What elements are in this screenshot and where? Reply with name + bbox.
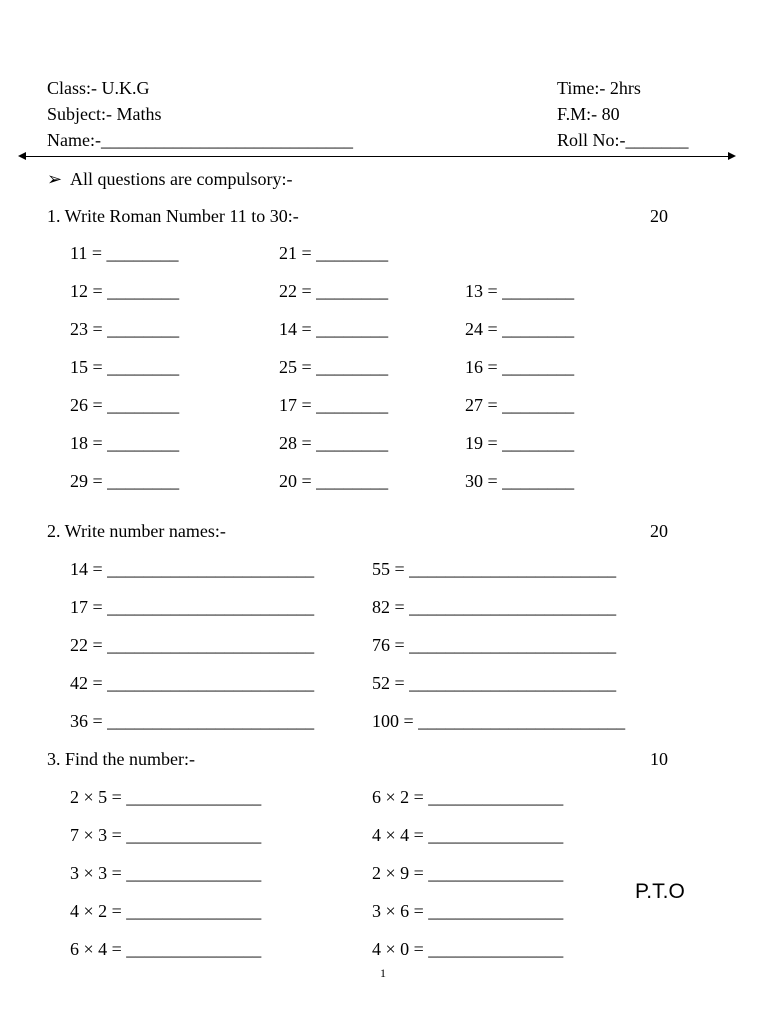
q3-item: 3 × 6 = _______________	[372, 901, 564, 921]
q1-item: 21 = ________	[279, 243, 389, 263]
q1-item: 14 = ________	[279, 319, 389, 339]
q3-item: 4 × 0 = _______________	[372, 939, 564, 959]
q1-item: 26 = ________	[70, 395, 180, 415]
arrow-left-icon	[18, 152, 26, 160]
q1-item: 24 = ________	[465, 319, 575, 339]
q3-title: 3. Find the number:-	[47, 749, 195, 769]
q2-item: 36 = _______________________	[70, 711, 315, 731]
q1-item: 22 = ________	[279, 281, 389, 301]
q1-item: 18 = ________	[70, 433, 180, 453]
page-number: 1	[380, 966, 386, 980]
q2-item: 14 = _______________________	[70, 559, 315, 579]
q1-item: 28 = ________	[279, 433, 389, 453]
q1-item: 30 = ________	[465, 471, 575, 491]
q2-item: 52 = _______________________	[372, 673, 617, 693]
name-label: Name:-____________________________	[47, 130, 353, 150]
class-label: Class:- U.K.G	[47, 78, 150, 98]
q2-title: 2. Write number names:-	[47, 521, 226, 541]
q3-item: 4 × 4 = _______________	[372, 825, 564, 845]
q1-item: 19 = ________	[465, 433, 575, 453]
q1-item: 25 = ________	[279, 357, 389, 377]
q1-item: 11 = ________	[70, 243, 179, 263]
instruction-text: All questions are compulsory:-	[70, 169, 293, 189]
q3-item: 6 × 4 = _______________	[70, 939, 262, 959]
q1-item: 29 = ________	[70, 471, 180, 491]
q1-title: 1. Write Roman Number 11 to 30:-	[47, 206, 299, 226]
q3-item: 4 × 2 = _______________	[70, 901, 262, 921]
q2-marks: 20	[650, 521, 668, 541]
q3-item: 6 × 2 = _______________	[372, 787, 564, 807]
q3-item: 7 × 3 = _______________	[70, 825, 262, 845]
q3-marks: 10	[650, 749, 668, 769]
q1-item: 17 = ________	[279, 395, 389, 415]
q2-item: 76 = _______________________	[372, 635, 617, 655]
q2-item: 55 = _______________________	[372, 559, 617, 579]
q2-item: 17 = _______________________	[70, 597, 315, 617]
q3-item: 3 × 3 = _______________	[70, 863, 262, 883]
q2-item: 22 = _______________________	[70, 635, 315, 655]
q1-item: 27 = ________	[465, 395, 575, 415]
q1-item: 23 = ________	[70, 319, 180, 339]
subject-label: Subject:- Maths	[47, 104, 162, 124]
q2-item: 42 = _______________________	[70, 673, 315, 693]
header-divider	[22, 156, 734, 157]
q1-marks: 20	[650, 206, 668, 226]
q2-item: 82 = _______________________	[372, 597, 617, 617]
pto-label: P.T.O	[635, 880, 685, 903]
q1-item: 15 = ________	[70, 357, 180, 377]
q1-item: 12 = ________	[70, 281, 180, 301]
arrow-right-icon	[728, 152, 736, 160]
bullet-arrow-icon: ➢	[47, 169, 63, 189]
q1-item: 16 = ________	[465, 357, 575, 377]
q3-item: 2 × 9 = _______________	[372, 863, 564, 883]
roll-no-label: Roll No:-_______	[557, 130, 689, 150]
q1-item: 13 = ________	[465, 281, 575, 301]
q3-item: 2 × 5 = _______________	[70, 787, 262, 807]
q1-item: 20 = ________	[279, 471, 389, 491]
full-marks-label: F.M:- 80	[557, 104, 620, 124]
q2-item: 100 = _______________________	[372, 711, 626, 731]
time-label: Time:- 2hrs	[557, 78, 641, 98]
